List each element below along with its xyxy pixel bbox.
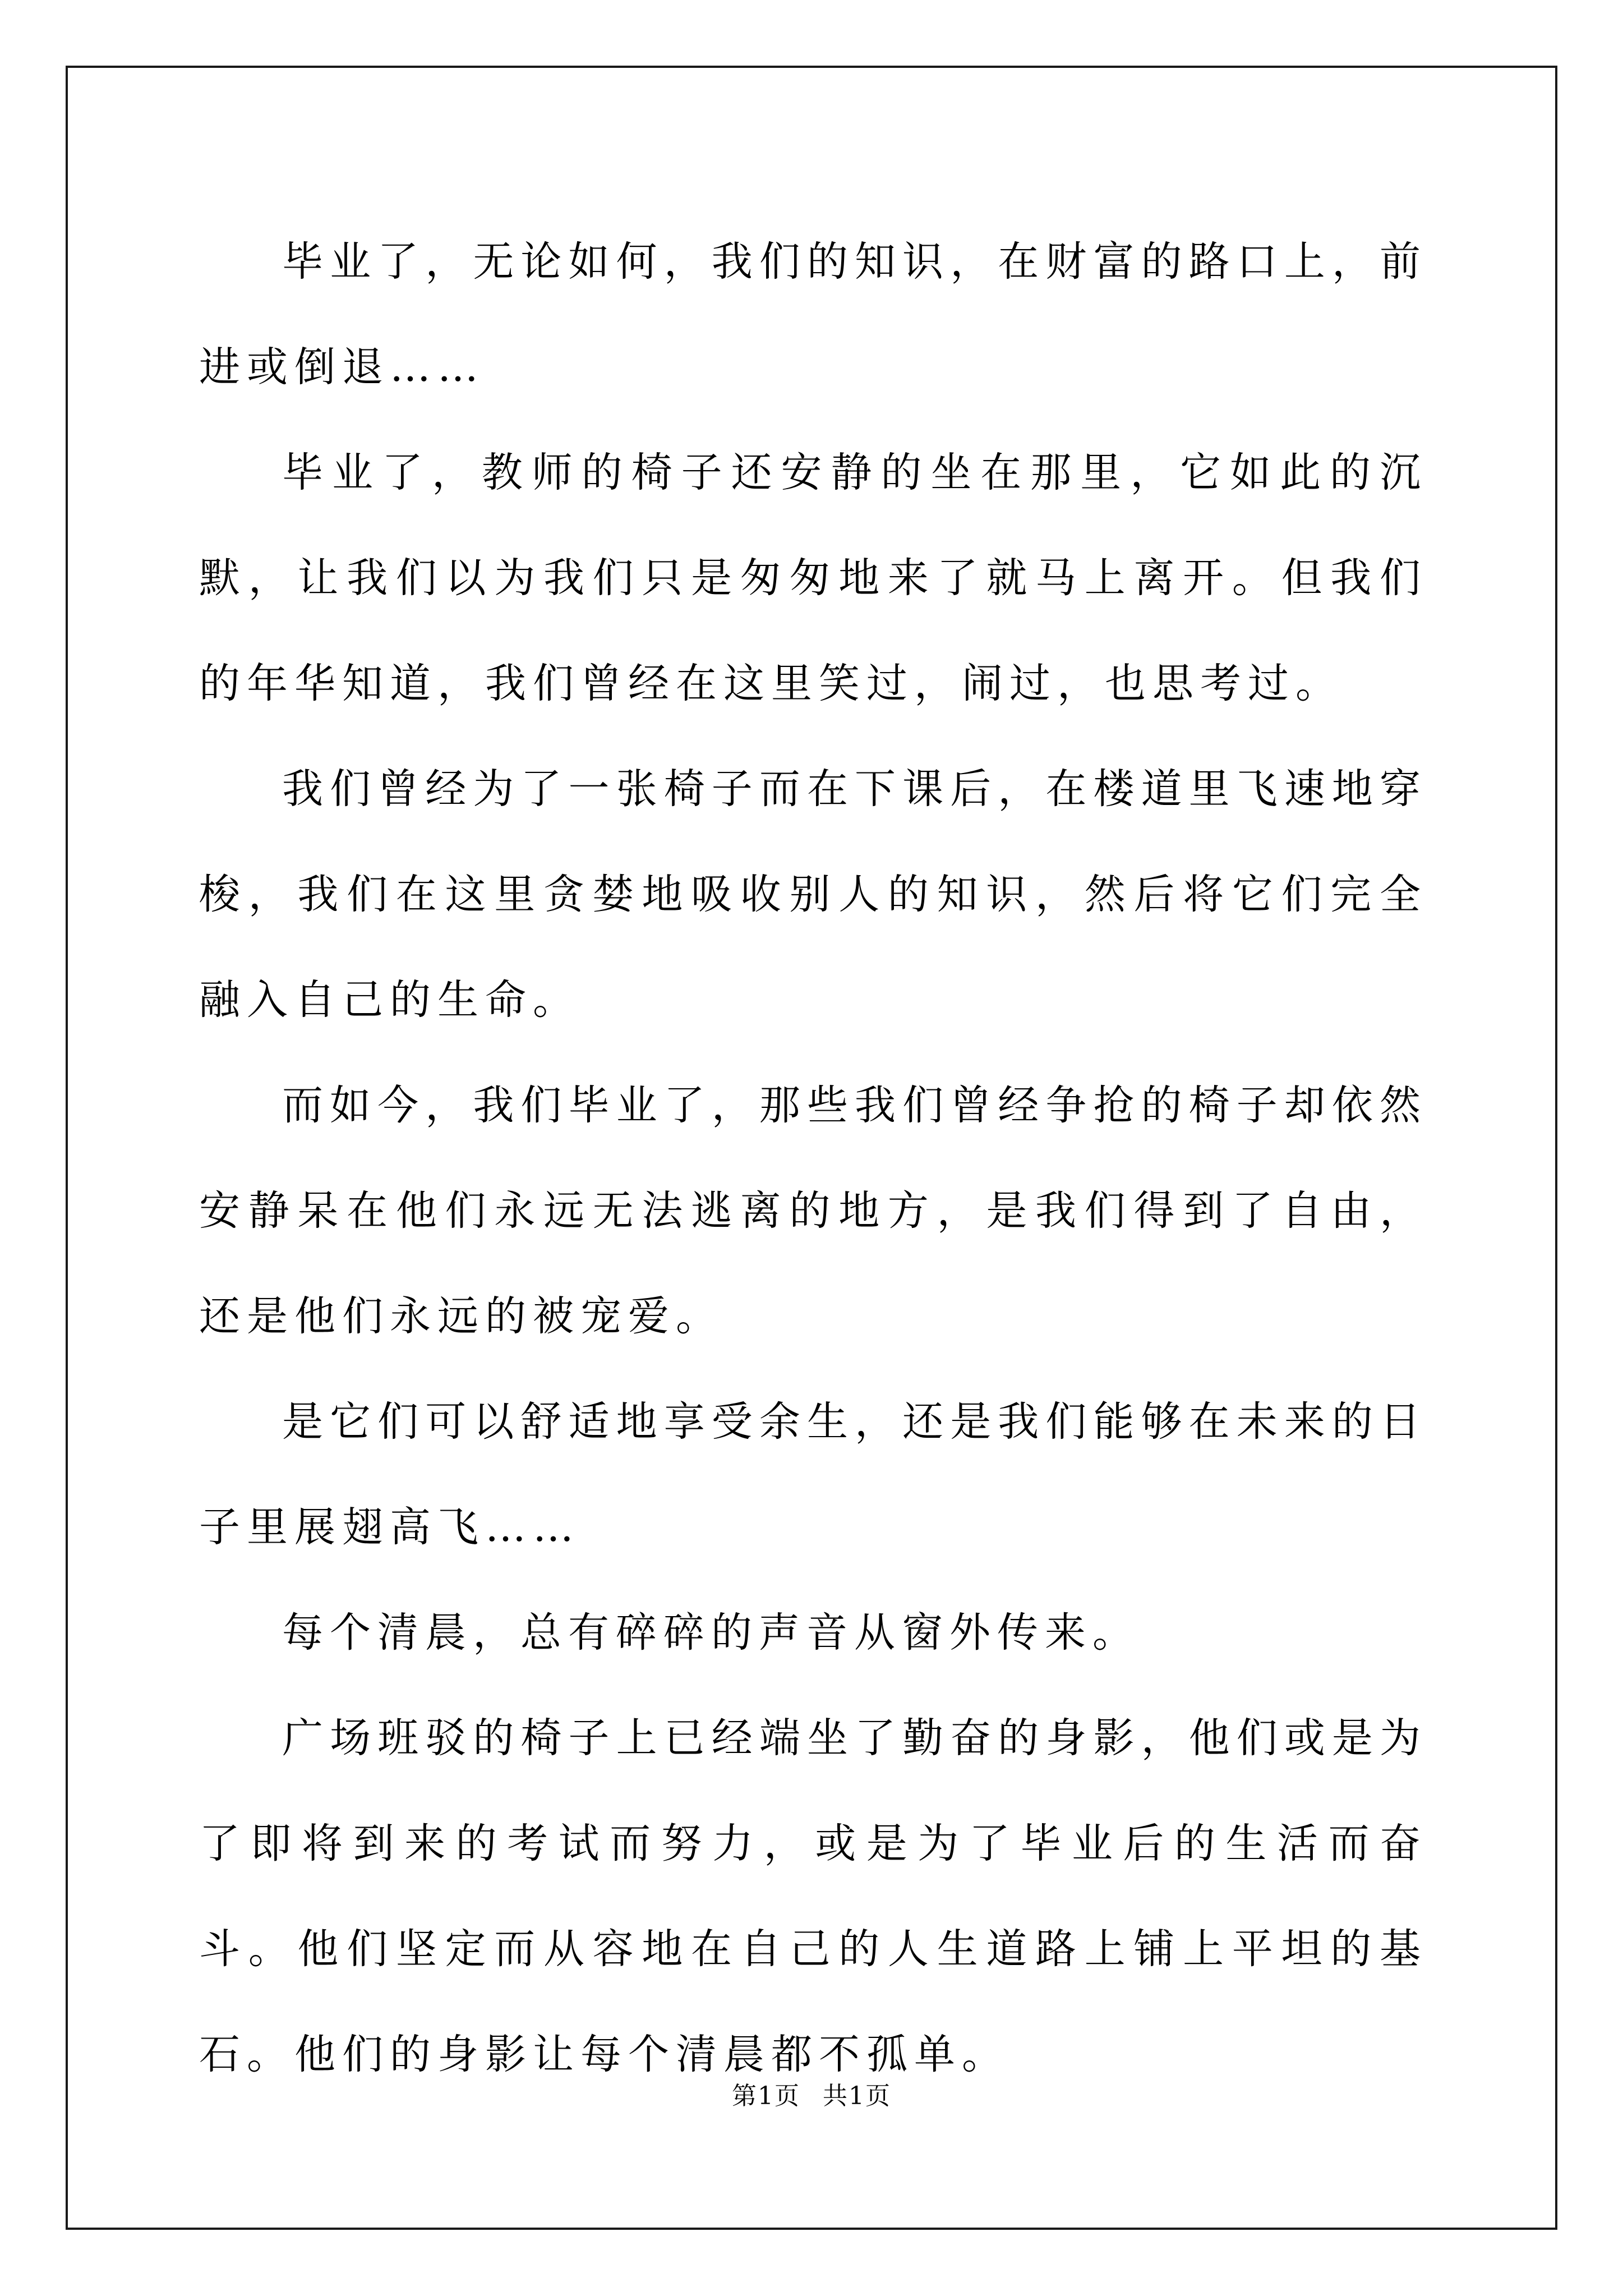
paragraph: 而如今，我们毕业了，那些我们曾经争抢的椅子却依然安静呆在他们永远无法逃离的地方，是我们得到了自由，还是他们永远的被宠爱。 (199, 1082, 1427, 1340)
page-footer (0, 2076, 1623, 2111)
paragraph: 是它们可以舒适地享受余生，还是我们能够在未来的日子里展翅高飞…… (199, 1398, 1427, 1551)
paragraph: 毕业了，教师的椅子还安静的坐在那里，它如此的沉默，让我们以为我们只是匆匆地来了就马上离开。但我们的年华知道，我们曾经在这里笑过，闹过，也思考过。 (199, 449, 1427, 707)
paragraph: 广场班驳的椅子上已经端坐了勤奋的身影，他们或是为了即将到来的考试而努力，或是为了毕业后的生活而奋斗。他们坚定而从容地在自己的人生道路上铺上平坦的基石。他们的身影让每个清晨都不孤单。 (199, 1714, 1427, 2078)
page-number: 第1页 (732, 2082, 800, 2110)
document-body (199, 209, 1427, 2108)
paragraph: 我们曾经为了一张椅子而在下课后，在楼道里飞速地穿梭，我们在这里贪婪地吸收别人的知识，然后将它们完全融入自己的生命。 (199, 765, 1427, 1024)
paragraph: 每个清晨，总有碎碎的声音从窗外传来。 (282, 1609, 1140, 1657)
page-total: 共1页 (823, 2082, 891, 2110)
paragraph: 毕业了，无论如何，我们的知识，在财富的路口上，前进或倒退…… (199, 238, 1427, 391)
